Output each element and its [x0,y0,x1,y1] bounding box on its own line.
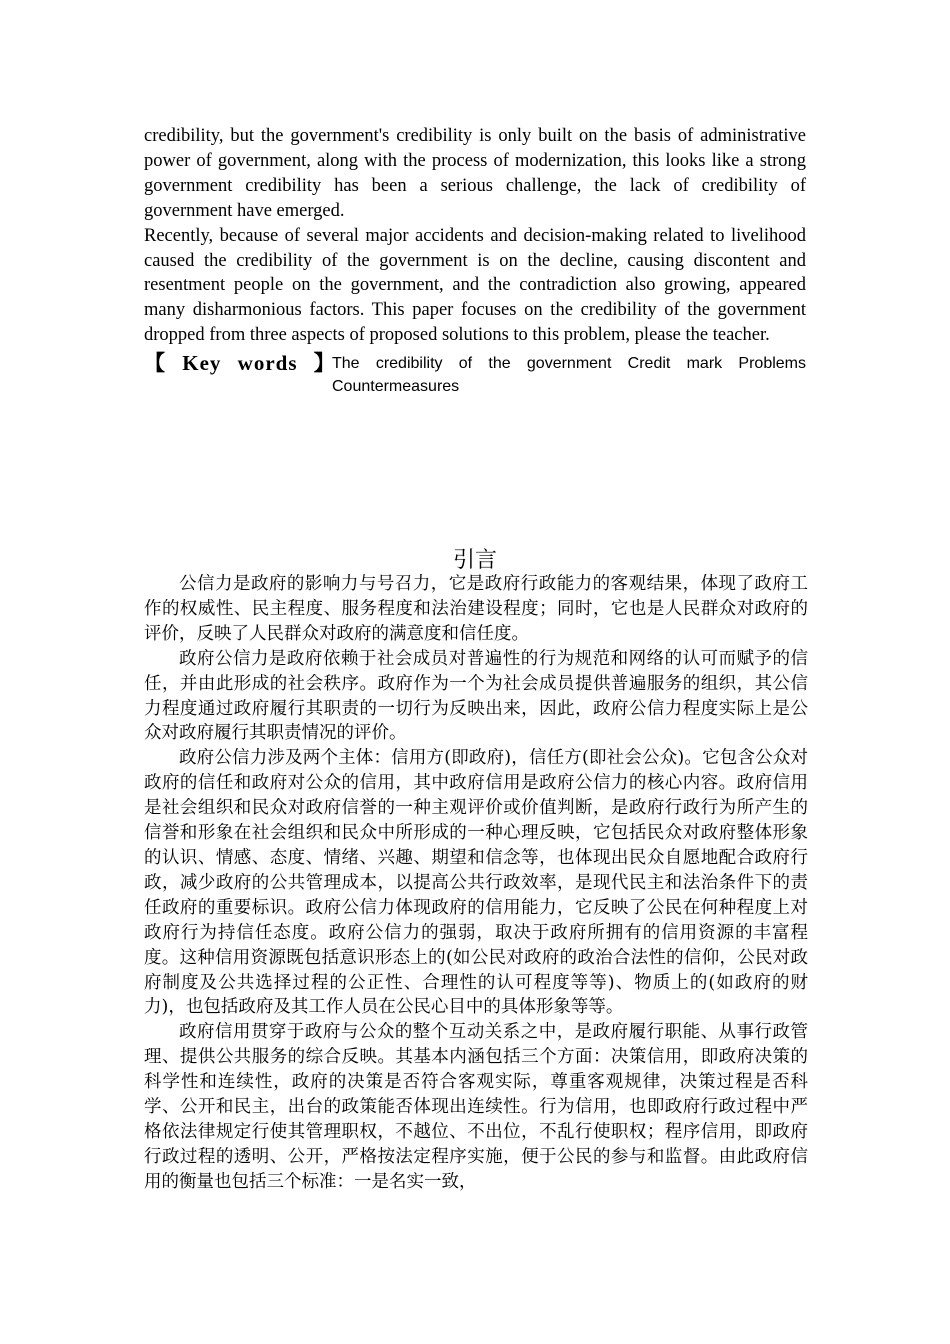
intro-body [144,572,808,1195]
abstract-paragraph: Recently, because of several major accidents and decision-making related to livelihood caused the credibility of the government is on the decline, causing discontent and resentment people on the government, and the contradiction also growing, appeared many disharmonious factors. This paper focuses on the credibility of the government dropped from three aspects of proposed solutions to this problem, please the teacher. [144,225,806,346]
intro-paragraph: 政府公信力是政府依赖于社会成员对普遍性的行为规范和网络的认可而赋予的信任，并由此形成的社会秩序。政府作为一个为社会成员提供普遍服务的组织，其公信力程度通过政府履行其职责的一切行为反映出来，因此，政府公信力程度实际上是公众对政府履行其职责情况的评价。 [144,648,808,744]
intro-title: 引言 [452,548,497,573]
intro-paragraph: 政府公信力涉及两个主体：信用方(即政府)，信任方(即社会公众)。它包含公众对政府的信任和政府对公众的信用，其中政府信用是政府公信力的核心内容。政府信用是社会组织和民众对政府信誉的一种主观评价或价值判断，是政府行政行为所产生的信誉和形象在社会组织和民众中所形成的一种心理反映，它包括民众对政府整体形象的认识、情感、态度、情绪、兴趣、期望和信念等，也体现出民众自愿地配合政府行政，减少政府的公共管理成本，以提高公共行政效率，是现代民主和法治条件下的责任政府的重要标识。政府公信力体现政府的信用能力，它反映了公民在何种程度上对政府行为持信任态度。政府公信力的强弱，取决于政府所拥有的信用资源的丰富程度。这种信用资源既包括意识形态上的(如公民对政府的政治合法性的信仰，公民对政府制度及公共选择过程的公正性、合理性的认可程度等等)、物质上的(如政府的财力)，也包括政府及其工作人员在公民心目中的具体形象等等。 [144,748,808,1018]
keywords-line: Countermeasures [332,378,460,396]
abstract-section [144,124,806,398]
abstract-paragraph: credibility, but the government's credibility is only built on the basis of administrative power of government, along with the process of modernization, this looks like a strong government credibility has been a serious challenge, the lack of credibility of government have emerged. [144,126,806,221]
intro-paragraph: 政府信用贯穿于政府与公众的整个互动关系之中，是政府履行职能、从事行政管理、提供公共服务的综合反映。其基本内涵包括三个方面：决策信用，即政府决策的科学性和连续性，政府的决策是否符合客观实际，尊重客观规律，决策过程是否科学、公开和民主，出台的政策能否体现出连续性。行为信用，也即政府行政过程中严格依法律规定行使其管理职权，不越位、不出位，不乱行使职权；程序信用，即政府行政过程的透明、公开，严格按法定程序实施，便于公民的参与和监督。由此政府信用的衡量也包括三个标准：一是名实一致， [144,1022,808,1192]
intro-paragraph: 公信力是政府的影响力与号召力，它是政府行政能力的客观结果，体现了政府工作的权威性、民主程度、服务程度和法治建设程度；同时，它也是人民群众对政府的评价，反映了人民群众对政府的满意度和信任度。 [144,574,808,644]
keywords-line: The credibility of the government Credit mark Problems [332,355,806,373]
keywords-label: 【 Key words 】 [144,351,336,376]
keywords-list [332,350,806,398]
keywords-row [144,350,806,398]
